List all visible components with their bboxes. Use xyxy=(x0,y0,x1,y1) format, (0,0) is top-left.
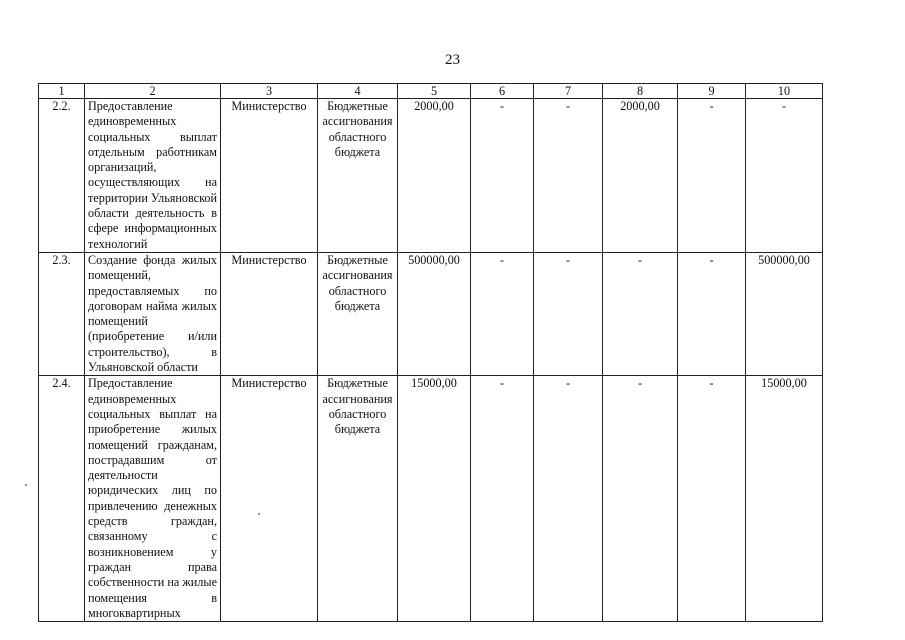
row-total: 15000,00 xyxy=(398,376,471,622)
column-number: 9 xyxy=(678,84,746,99)
row-value: 2000,00 xyxy=(603,99,678,253)
column-number: 6 xyxy=(471,84,534,99)
column-number: 4 xyxy=(318,84,398,99)
column-number: 3 xyxy=(221,84,318,99)
column-number: 1 xyxy=(39,84,85,99)
row-value: - xyxy=(678,376,746,622)
row-executor: Министерство xyxy=(221,376,318,622)
row-executor: Министерство xyxy=(221,252,318,375)
row-total: 2000,00 xyxy=(398,99,471,253)
column-number: 10 xyxy=(746,84,823,99)
page-number: 23 xyxy=(445,52,460,68)
row-value: - xyxy=(534,376,603,622)
column-number: 8 xyxy=(603,84,678,99)
row-value: - xyxy=(471,99,534,253)
row-executor: Министерство xyxy=(221,99,318,253)
table-header-row xyxy=(39,84,823,99)
scan-speck xyxy=(25,484,27,486)
row-description: Создание фонда жилых помещений, предоставляемых по договорам найма жилых помещений (приобретение и/или строительство), в Ульяновской области xyxy=(85,252,221,375)
table-row xyxy=(39,99,823,253)
row-total: 500000,00 xyxy=(398,252,471,375)
row-value: - xyxy=(471,252,534,375)
row-value: - xyxy=(471,376,534,622)
table-row xyxy=(39,376,823,622)
budget-table xyxy=(38,83,823,622)
row-value: - xyxy=(746,99,823,253)
column-number: 7 xyxy=(534,84,603,99)
column-number: 2 xyxy=(85,84,221,99)
row-number: 2.4. xyxy=(39,376,85,622)
row-description: Предоставление единовременных социальных выплат на приобретение жилых помещений гражданам, пострадавшим от деятельности юридических лиц по привлечению денежных средств граждан, связанному с возникновением у граждан права собственности на жилые помещения в многоквартирных xyxy=(85,376,221,622)
table-row xyxy=(39,252,823,375)
row-value: 15000,00 xyxy=(746,376,823,622)
row-funding-source: Бюджетные ассигнования областного бюджета xyxy=(318,376,398,622)
column-number: 5 xyxy=(398,84,471,99)
row-value: - xyxy=(678,252,746,375)
row-funding-source: Бюджетные ассигнования областного бюджета xyxy=(318,99,398,253)
row-value: - xyxy=(603,252,678,375)
scan-speck xyxy=(258,513,260,515)
row-funding-source: Бюджетные ассигнования областного бюджета xyxy=(318,252,398,375)
row-description: Предоставление единовременных социальных выплат отдельным работникам организаций, осуществляющих на территории Ульяновской области деятельность в сфере информационных технологий xyxy=(85,99,221,253)
row-number: 2.2. xyxy=(39,99,85,253)
row-value: - xyxy=(534,99,603,253)
row-number: 2.3. xyxy=(39,252,85,375)
row-value: - xyxy=(678,99,746,253)
row-value: 500000,00 xyxy=(746,252,823,375)
row-value: - xyxy=(534,252,603,375)
row-value: - xyxy=(603,376,678,622)
